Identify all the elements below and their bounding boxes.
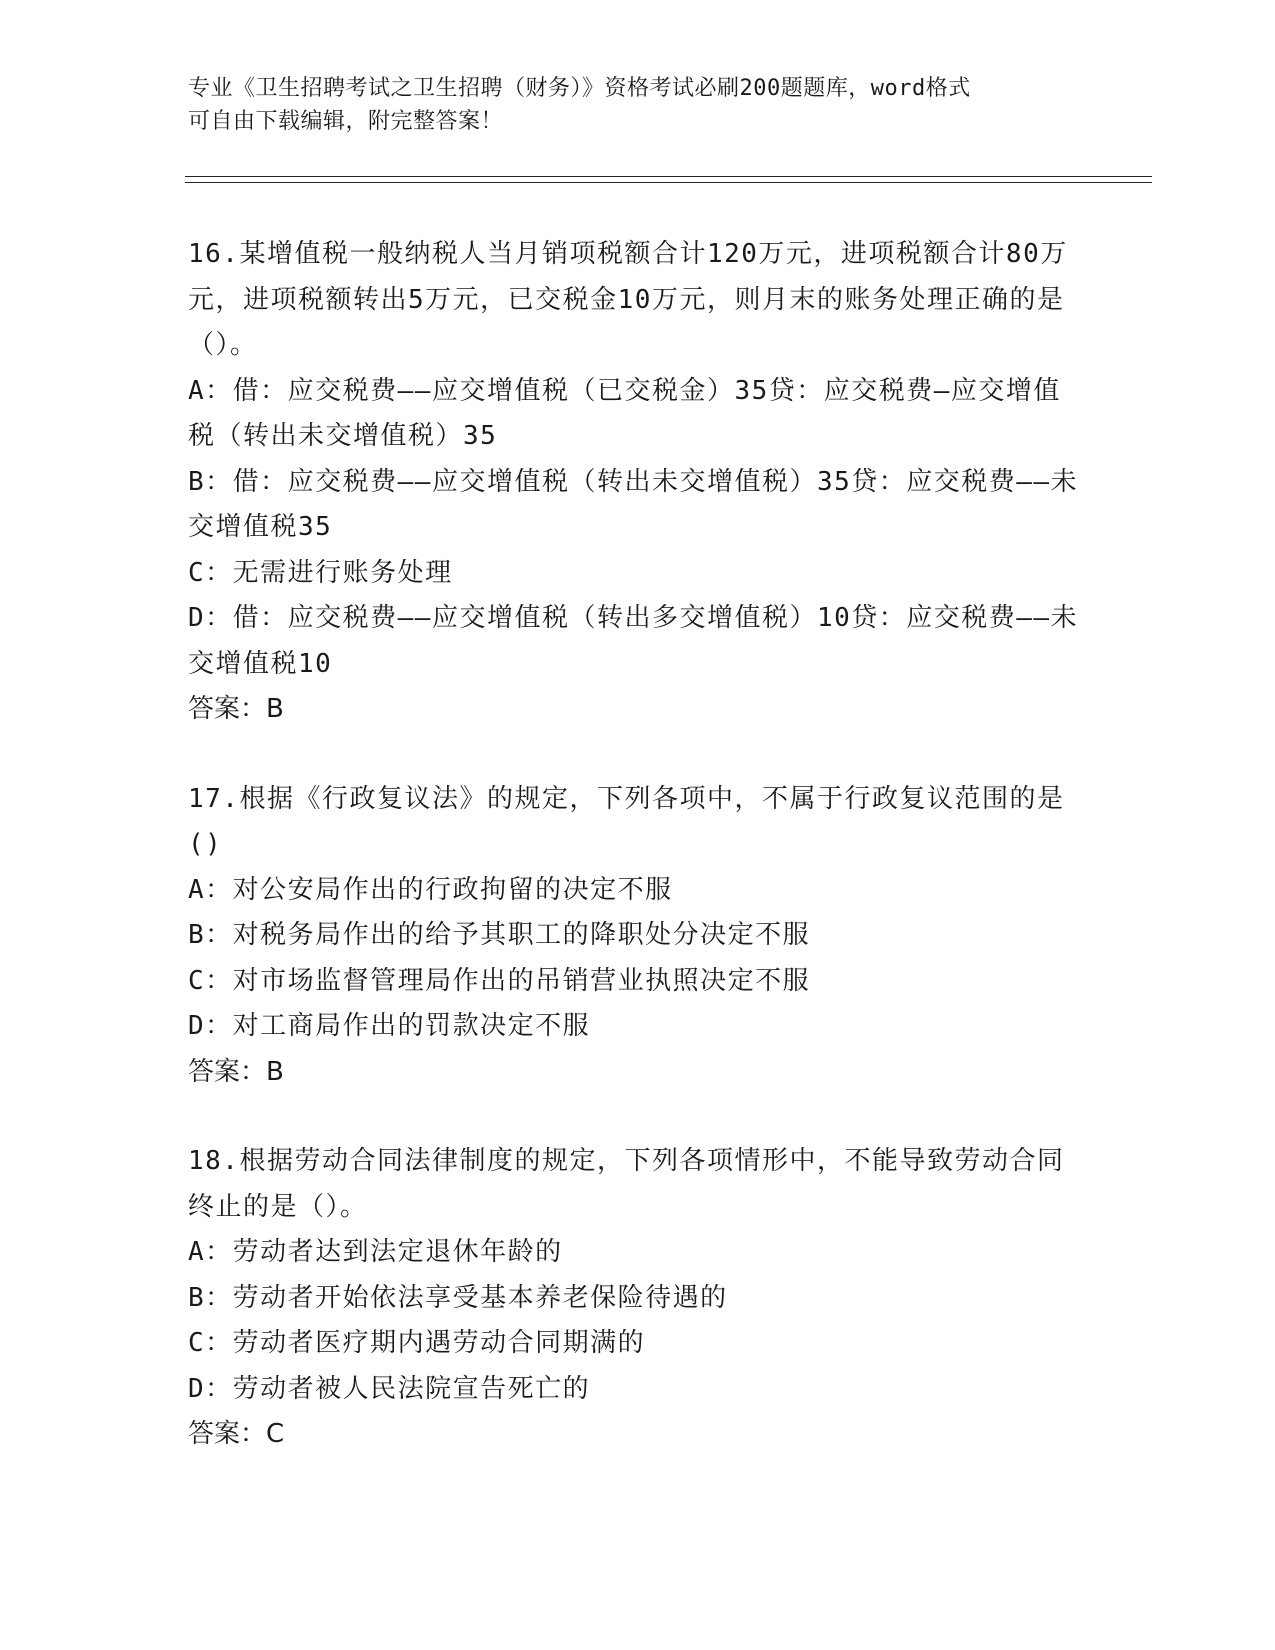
option-c: C：无需进行账务处理 bbox=[188, 557, 453, 588]
option-b: B：借：应交税费——应交增值税（转出未交增值税）35贷：应交税费——未交增值税35 bbox=[188, 466, 1079, 542]
question-stem: 18.根据劳动合同法律制度的规定，下列各项情形中，不能导致劳动合同终止的是（）。 bbox=[188, 1146, 1065, 1222]
answer-line: 答案：B bbox=[188, 694, 284, 724]
document-header bbox=[188, 72, 1068, 138]
option-c: C：对市场监督管理局作出的吊销营业执照决定不服 bbox=[188, 965, 811, 996]
header-title-line-1: 专业《卫生招聘考试之卫生招聘（财务）》资格考试必刷200题题库，word格式 bbox=[188, 76, 971, 101]
question-stem: 17.根据《行政复议法》的规定，下列各项中，不属于行政复议范围的是() bbox=[188, 783, 1065, 859]
option-c: C：劳动者医疗期内遇劳动合同期满的 bbox=[188, 1328, 646, 1358]
option-d: D：劳动者被人民法院宣告死亡的 bbox=[188, 1373, 591, 1404]
question-18 bbox=[188, 1139, 1088, 1458]
header-double-rule bbox=[185, 176, 1152, 183]
option-d: D：借：应交税费——应交增值税（转出多交增值税）10贷：应交税费——未交增值税10 bbox=[188, 603, 1079, 679]
header-title-line-2: 可自由下载编辑，附完整答案！ bbox=[188, 109, 504, 134]
option-a: A：对公安局作出的行政拘留的决定不服 bbox=[188, 874, 673, 905]
option-a: A：劳动者达到法定退休年龄的 bbox=[188, 1237, 563, 1267]
option-b: B：对税务局作出的给予其职工的降职处分决定不服 bbox=[188, 920, 811, 950]
answer-line: 答案：C bbox=[188, 1419, 285, 1449]
option-d: D：对工商局作出的罚款决定不服 bbox=[188, 1011, 591, 1041]
question-list bbox=[188, 232, 1088, 1502]
answer-line: 答案：B bbox=[188, 1056, 284, 1087]
question-17 bbox=[188, 777, 1088, 1096]
question-stem: 16.某增值税一般纳税人当月销项税额合计120万元，进项税额合计80万元，进项税额转出5万元，已交税金10万元，则月末的账务处理正确的是（）。 bbox=[188, 239, 1068, 360]
question-16 bbox=[188, 232, 1088, 733]
option-a: A：借：应交税费——应交增值税（已交税金）35贷：应交税费—应交增值税（转出未交增值税）35 bbox=[188, 375, 1061, 451]
option-b: B：劳动者开始依法享受基本养老保险待遇的 bbox=[188, 1282, 728, 1313]
